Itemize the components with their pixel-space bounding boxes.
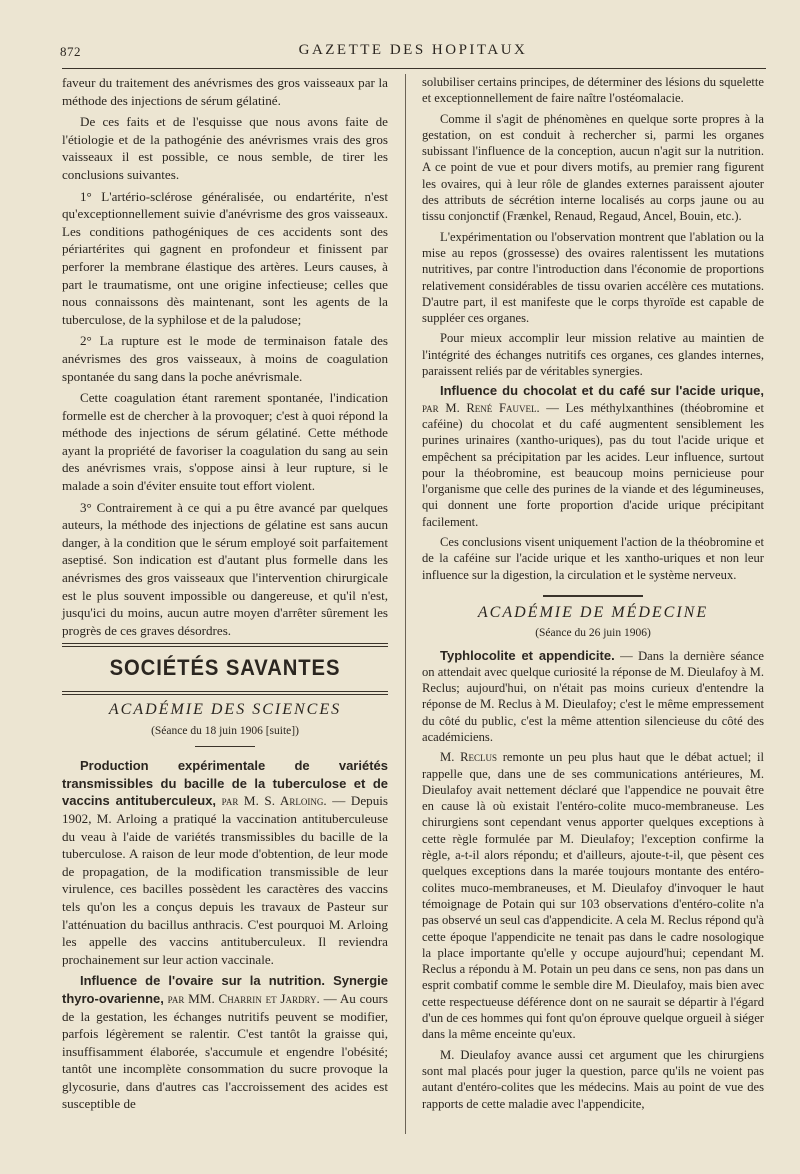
header-rule [62, 68, 766, 69]
session-date: (Séance du 26 juin 1906) [535, 627, 651, 640]
paragraph: 3° Contrairement à ce qui a pu être avancé par quelques auteurs, la méthode des injections de gélatine est sans aucun danger, à la condition que le sérum employé soit parfaitement aseptisé. Son indication est d'autant plus formelle dans les anévrismes des gros vaisseaux que l'intervention chirurgicale est le plus souvent impossible ou dangereuse, et qu'il n'est, jusqu'ici du moins, aucun autre moyen d'arrêter sûrement les progrès de ces graves désordres. [62, 499, 388, 638]
article-title: Influence du chocolat et du café sur l'acide urique, [440, 383, 764, 399]
column-divider [405, 74, 406, 1134]
article-charrin [62, 972, 388, 1113]
session-date: (Séance du 18 juin 1906 [suite]) [151, 724, 299, 737]
article-author: par M. S. Arloing. [216, 793, 327, 809]
article-title: Typhlocolite et appendicite. [440, 647, 615, 663]
paragraph: L'expérimentation ou l'observation montrent que l'ablation ou la mise au repos (grossesse) des ovaires ralentissent les mutations nutritives, par contre l'introduction dans l'économie de proportions relativement considérables de tissu ovarien accélère ces mutations. D'autre part, il est manifeste que le corps thyroïde est capable de suppléer ces organes. [422, 229, 764, 326]
paragraph: Comme il s'agit de phénomènes en quelque sorte propres à la gestation, on est conduit à rechercher si, parmi les organes subissant l'influence de la conception, aucun n'agit sur la nutrition. A ce point de vue et pour divers motifs, au premier rang figurent les ovaires, qui à leur rôle de glandes externes paraissent ajouter des attributs de sécrétion interne localisés au corps jaune ou au tissu conjonctif (Frænkel, Renaud, Regaud, Ancel, Bouin, etc.). [422, 111, 764, 224]
article-typhlocolite [422, 648, 764, 746]
section-title: SOCIÉTÉS SAVANTES [109, 655, 341, 681]
ornament-rule [543, 595, 643, 597]
article-text: — Les méthylxanthines (théobromine et caféine) du chocolat et du café augmentent sensiblement les purines urinaires (xantho-uriques), pas du tout l'acide urique et empêchent sa précipitation par les acides. Leur influence, surtout pour la théobromine, est beaucoup moins pernicieuse pour l'organisme que celle des purines de la viande et des légumineuses, qui donnent une forte proportion d'acide urique précipitant facilement. [422, 400, 764, 529]
speaker-name: M. Reclus [440, 750, 497, 765]
page-header [60, 40, 766, 64]
academy-heading: ACADÉMIE DES SCIENCES [108, 701, 342, 718]
article-author: par M. René Fauvel. [422, 400, 540, 415]
article-arloing [62, 757, 388, 968]
paragraph: Ces conclusions visent uniquement l'action de la théobromine et de la caféine sur l'acide urique et les xantho-uriques et non leur influence sur la digestion, la circulation et le système nerveux. [422, 535, 764, 582]
double-rule [62, 643, 388, 647]
paragraph: Pour mieux accomplir leur mission relative au maintien de l'intégrité des échanges nutritifs ces organes, ces glandes internes, paraissent reliés par de véritables synergies. [422, 331, 764, 379]
paragraph: De ces faits et de l'esquisse que nous avons faite de l'étiologie et de la pathogénie des anévrismes vrais des gros vaisseaux il est possible, ce nous semble, de tirer les conclusions suivantes. [62, 114, 388, 182]
article-title: Production expérimentale de variétés transmissibles du bacille de la tuberculose et de vaccins antituberculeux, [62, 758, 388, 809]
article-fauvel [422, 383, 764, 530]
short-rule [195, 746, 255, 747]
paragraph: solubiliser certains principes, de déterminer des lésions du squelette et exceptionnellement de faire naître l'ostéomalacie. [422, 75, 764, 106]
paragraph-text: remonte un peu plus haut que le débat actuel; il rappelle que, dans une de ses communications antérieures, M. Dieulafoy avait nettement déclaré que l'appendice ne pouvait être en cause là où existait l'entéro-colite muco-membraneuse. Les chirurgiens sont cependant venus apporter quelques exceptions à cette règle formulée par M. Dieulafoy; l'exception confirme la règle, a-t-il alors répondu; et d'ailleurs, ajoute-t-il, que pèsent ces quelques exceptions dans la marée toujours montante des entéro-colites muco-membraneuses, et M. Dieulafoy d'invoquer le haut témoignage de Potain qui sur 103 observations d'entéro-colite n'a pas observé un seul cas d'appendicite. A cela M. Reclus répond qu'à cette époque l'appendicite ne tenait pas dans le cadre nosologique la place importante qu'elle y occupe aujourd'hui; cependant M. Reclus a répondu à M. Potain un peu dans ce sens, non pas dans un esprit combatif comme le semble dire M. Dieulafoy, mais bien avec cette respectueuse déférence dont on ne saurait se départir à l'égard d'un de ces hommes qui font qu'on éprouve quelque orgueil à siéger dans la même enceinte qu'eux. [422, 750, 764, 1042]
right-column [422, 74, 764, 1116]
paragraph: Cette coagulation étant rarement spontanée, l'indication formelle est de chercher à la provoquer; c'est à quoi répond la méthode des injections de sérum gélatiné. Cette méthode ayant la propriété de favoriser la coagulation du sang au sein des anévrismes vrais, s'oppose ainsi à leur rupture, si le malade a soin d'éviter ensuite tout effort violent. [62, 390, 388, 494]
paragraph: 1° L'artério-sclérose généralisée, ou endartérite, n'est qu'exceptionnellement suivie d'anévrisme des gros vaisseaux. Les conditions pathogéniques de ces accidents sont des périartérites qui gagnent en profondeur et finissent par perforer la membrane élastique des artères. Leurs causes, à part le traumatisme, ont une origine infectieuse; celles que nous connaissons dès maintenant, sont les agents de la tuberculose, de la syphilose et de la paludose; [62, 188, 388, 327]
article-text: — Dans la dernière séance on attendait avec quelque curiosité la réponse de M. Dieulafoy à M. Reclus; aujourd'hui, on n'était pas moins curieux d'entendre la réponse de M. Reclus à M. Dieulafoy; c'est le même empressement du côté du public, c'est la même attention silencieuse du côté des académiciens. [422, 648, 764, 744]
double-rule [62, 691, 388, 695]
left-column [62, 74, 388, 1117]
article-author: par MM. Charrin et Jardry. [163, 990, 320, 1006]
running-title: GAZETTE DES HOPITAUX [298, 42, 528, 58]
paragraph: 2° La rupture est le mode de terminaison fatale des anévrismes des gros vaisseaux, à moins de coagulation spontanée du sang dans la poche anévrismale. [62, 333, 388, 384]
paragraph [422, 749, 764, 1042]
academy-heading: ACADÉMIE DE MÉDECINE [477, 603, 709, 621]
article-text: — Depuis 1902, M. Arloing a pratiqué la vaccination antituberculeuse du veau à l'aide de variétés transmissibles du bacille de la tuberculose. A raison de leur mode d'obtention, de leur mode de propagation, de la modification transmissible de leur virulence, ces bacilles possèdent les caractères des vaccins tels qu'on les a conçus depuis les travaux de Pasteur sur l'atténuation du bacillus anthracis. C'est pourquoi M. Arloing les appelle des vaccins antituberculeux. Il reviendra prochainement sur leur action vaccinale. [62, 793, 388, 967]
page-number: 872 [60, 44, 81, 59]
article-title: Influence de l'ovaire sur la nutrition. Synergie thyro-ovarienne, [62, 973, 388, 1006]
article-text: — Au cours de la gestation, les échanges nutritifs peuvent se modifier, parfois légèrement se ralentir. C'est tantôt la graisse qui, insuffisamment élaborée, s'accumule et engendre l'obésité; tantôt une incomplète consommation du sucre provoque la glycosurie, dans d'autres cas l'accroissement des acides est susceptible de [62, 990, 389, 1112]
paragraph: faveur du traitement des anévrismes des gros vaisseaux par la méthode des injections de sérum gélatiné. [62, 75, 388, 108]
paragraph: M. Dieulafoy avance aussi cet argument que les chirurgiens sont mal placés pour juger la question, parce qu'ils ne voient pas autant d'entéro-colites que les médecins. Mais au point de vue des rapports de cette maladie avec l'appendicite, [422, 1047, 764, 1111]
